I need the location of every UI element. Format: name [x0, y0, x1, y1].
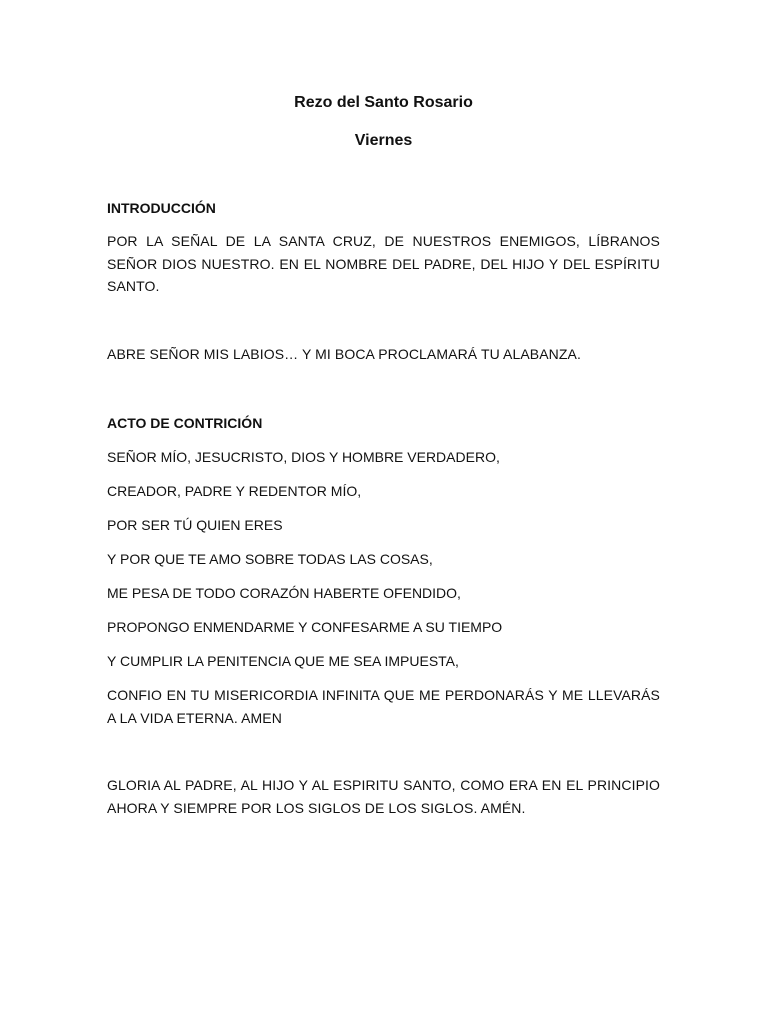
document-subtitle: Viernes — [354, 132, 413, 149]
acto-contricion-closing: CONFIO EN TU MISERICORDIA INFINITA QUE ME PERDONARÁS Y ME LLEVARÁS A LA VIDA ETERNA. AMEN — [107, 687, 660, 726]
prayer-line: PROPONGO ENMENDARME Y CONFESARME A SU TIEMPO — [107, 619, 503, 635]
abre-senor-paragraph: ABRE SEÑOR MIS LABIOS… Y MI BOCA PROCLAMARÁ TU ALABANZA. — [107, 345, 581, 362]
document-title: Rezo del Santo Rosario — [294, 94, 473, 111]
prayer-line: Y CUMPLIR LA PENITENCIA QUE ME SEA IMPUESTA, — [107, 653, 459, 669]
acto-contricion-heading: ACTO DE CONTRICIÓN — [107, 415, 263, 431]
introduccion-heading: INTRODUCCIÓN — [107, 200, 216, 216]
introduccion-paragraph: POR LA SEÑAL DE LA SANTA CRUZ, DE NUESTROS ENEMIGOS, LÍBRANOS SEÑOR DIOS NUESTRO. EN EL NOMBRE DEL PADRE, DEL HIJO Y DEL ESPÍRITU SANTO. — [107, 233, 660, 294]
gloria-paragraph: GLORIA AL PADRE, AL HIJO Y AL ESPIRITU SANTO, COMO ERA EN EL PRINCIPIO AHORA Y SIEMPRE POR LOS SIGLOS DE LOS SIGLOS. AMÉN. — [107, 777, 660, 816]
prayer-line: CREADOR, PADRE Y REDENTOR MÍO, — [107, 483, 362, 499]
prayer-line: Y POR QUE TE AMO SOBRE TODAS LAS COSAS, — [107, 551, 433, 567]
prayer-line: POR SER TÚ QUIEN ERES — [107, 517, 283, 533]
prayer-line: SEÑOR MÍO, JESUCRISTO, DIOS Y HOMBRE VERDADERO, — [107, 449, 500, 465]
acto-contricion-lines — [107, 446, 660, 672]
prayer-line: ME PESA DE TODO CORAZÓN HABERTE OFENDIDO, — [107, 585, 461, 601]
